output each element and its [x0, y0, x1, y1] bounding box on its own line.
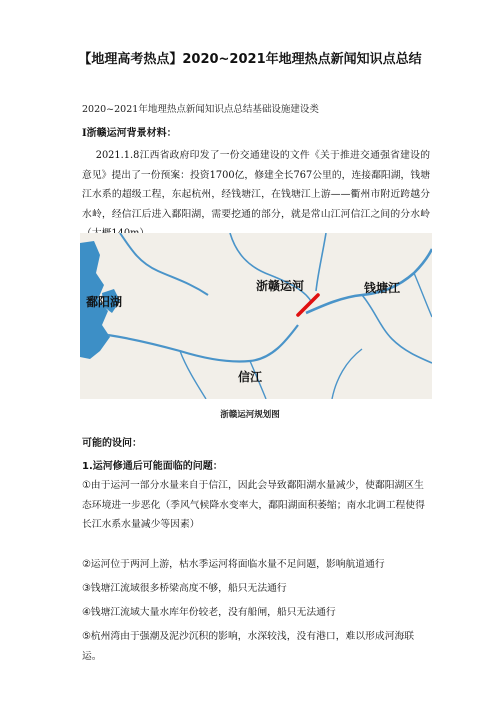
map-caption: 浙赣运河规划图 — [220, 410, 280, 420]
item-text: 由于运河一部分水量来自于信江，因此会导致鄱阳湖水量减少，使鄱阳湖区生态环境进一步恶化（季风气候降水变率大，鄱阳湖面积萎缩；南水北调工程使得长江水系水量减少等因素） — [82, 480, 425, 530]
canal-map — [80, 233, 432, 399]
background-paragraph: 2021.1.8江西省政府印发了一份交通建设的文件《关于推进交通强省建设的意见》提出了一份预案：投资1700亿，修建全长767公里的，连接鄱阳湖，钱塘江水系的超级工程，东起杭州，经钱塘江，在钱塘江上游——衢州市附近跨越分水岭，经信江后进入鄱阳湖，需要挖通的部分，就是常山江河信江之间的分水岭 — [82, 150, 430, 220]
item-number: ③ — [82, 583, 91, 594]
question-subheading: 1.运河修通后可能面临的问题： — [82, 461, 223, 472]
list-item — [82, 627, 430, 666]
question-heading: 可能的设问： — [82, 438, 142, 449]
item-number: ⑤ — [82, 631, 91, 642]
section-heading: Ⅰ浙赣运河背景材料： — [82, 128, 177, 139]
page-title: 【地理高考热点】2020~2021年地理热点新闻知识点总结 — [78, 52, 422, 67]
item-text: 钱塘江流域很多桥梁高度不够，船只无法通行 — [90, 583, 287, 594]
map-label-qiantang: 钱塘江 — [364, 281, 401, 295]
item-number: ④ — [82, 607, 91, 618]
item-text: 杭州湾由于强潮及泥沙沉积的影响，水深较浅，没有港口，难以形成河海联运。 — [82, 631, 415, 662]
list-item — [82, 555, 430, 575]
item-number: ② — [82, 559, 91, 570]
item-number: ① — [82, 480, 91, 491]
map-label-canal: 浙赣运河 — [256, 279, 305, 293]
document-subtitle: 2020~2021年地理热点新闻知识点总结基础设施建设类 — [82, 104, 319, 115]
map-label-poyang: 鄱阳湖 — [86, 295, 123, 309]
map-label-xinjiang: 信江 — [238, 370, 263, 384]
item-text: 运河位于两河上游，枯水季运河将面临水量不足问题，影响航道通行 — [90, 559, 385, 570]
list-item — [82, 603, 430, 623]
list-item — [82, 579, 430, 599]
item-text: 钱塘江流域大量水库年份较老，没有船闸，船只无法通行 — [90, 607, 336, 618]
list-item — [82, 476, 430, 535]
